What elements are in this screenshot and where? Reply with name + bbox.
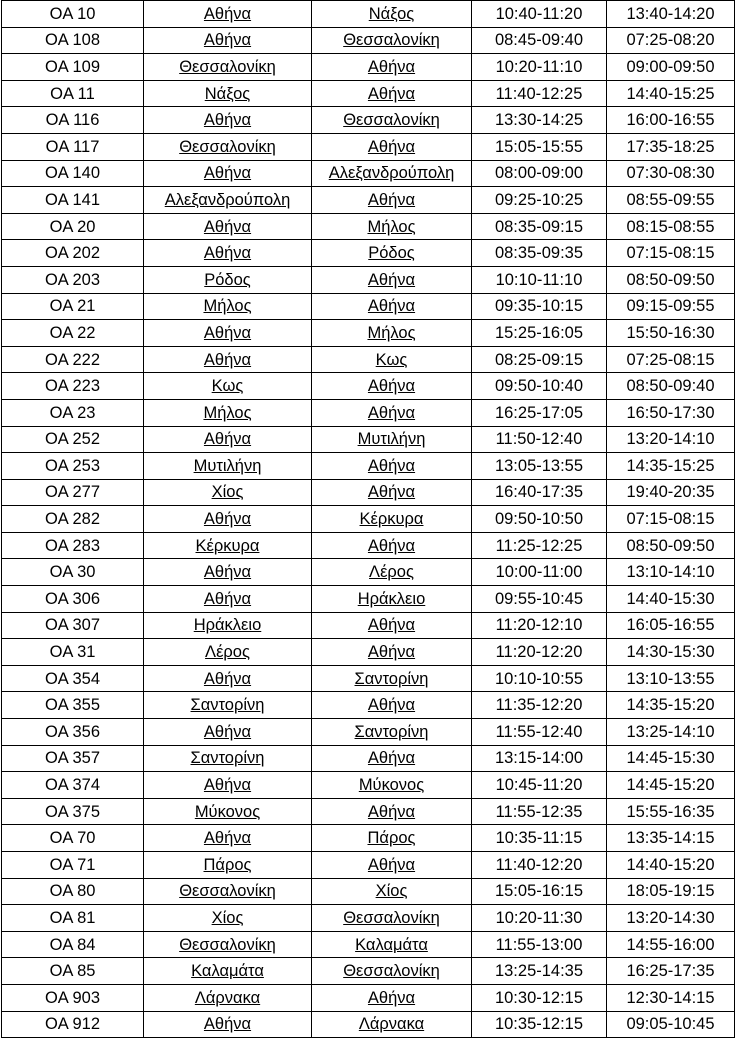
- destination-cell: Αθήνα: [312, 612, 472, 639]
- destination-cell: Αθήνα: [312, 798, 472, 825]
- table-row: [2, 772, 735, 799]
- destination-cell: Ρόδος: [312, 240, 472, 267]
- table-row: [2, 559, 735, 586]
- time-slot-2-cell: 14:40-15:30: [607, 586, 735, 613]
- origin-cell: Αθήνα: [144, 27, 312, 54]
- destination-cell: Αθήνα: [312, 80, 472, 107]
- table-row: [2, 745, 735, 772]
- time-slot-2-cell: 18:05-19:15: [607, 878, 735, 905]
- time-slot-1-cell: 11:35-12:20: [472, 692, 607, 719]
- flight-number-cell: OA 374: [2, 772, 144, 799]
- flight-number-cell: OA 140: [2, 160, 144, 187]
- flight-schedule-body: [2, 1, 735, 1038]
- table-row: [2, 453, 735, 480]
- origin-cell: Καλαμάτα: [144, 958, 312, 985]
- time-slot-1-cell: 08:00-09:00: [472, 160, 607, 187]
- time-slot-1-cell: 08:45-09:40: [472, 27, 607, 54]
- destination-cell: Αθήνα: [312, 54, 472, 81]
- time-slot-2-cell: 13:10-13:55: [607, 665, 735, 692]
- origin-cell: Αλεξανδρούπολη: [144, 187, 312, 214]
- time-slot-2-cell: 14:55-16:00: [607, 931, 735, 958]
- destination-cell: Θεσσαλονίκη: [312, 905, 472, 932]
- destination-cell: Αθήνα: [312, 745, 472, 772]
- origin-cell: Αθήνα: [144, 559, 312, 586]
- flight-number-cell: OA 81: [2, 905, 144, 932]
- table-row: [2, 54, 735, 81]
- flight-number-cell: OA 356: [2, 719, 144, 746]
- time-slot-1-cell: 08:35-09:35: [472, 240, 607, 267]
- table-row: [2, 133, 735, 160]
- table-row: [2, 107, 735, 134]
- time-slot-1-cell: 10:40-11:20: [472, 1, 607, 28]
- origin-cell: Αθήνα: [144, 719, 312, 746]
- time-slot-2-cell: 14:35-15:25: [607, 453, 735, 480]
- table-row: [2, 639, 735, 666]
- flight-number-cell: OA 22: [2, 320, 144, 347]
- time-slot-1-cell: 11:40-12:25: [472, 80, 607, 107]
- table-row: [2, 1, 735, 28]
- flight-number-cell: OA 202: [2, 240, 144, 267]
- origin-cell: Λάρνακα: [144, 984, 312, 1011]
- time-slot-2-cell: 09:15-09:55: [607, 293, 735, 320]
- flight-number-cell: OA 223: [2, 373, 144, 400]
- origin-cell: Λέρος: [144, 639, 312, 666]
- table-row: [2, 213, 735, 240]
- time-slot-1-cell: 08:25-09:15: [472, 346, 607, 373]
- time-slot-1-cell: 11:55-12:40: [472, 719, 607, 746]
- flight-number-cell: OA 31: [2, 639, 144, 666]
- origin-cell: Χίος: [144, 905, 312, 932]
- time-slot-2-cell: 07:15-08:15: [607, 506, 735, 533]
- table-row: [2, 825, 735, 852]
- table-row: [2, 240, 735, 267]
- destination-cell: Κέρκυρα: [312, 506, 472, 533]
- flight-number-cell: OA 355: [2, 692, 144, 719]
- destination-cell: Μύκονος: [312, 772, 472, 799]
- table-row: [2, 692, 735, 719]
- time-slot-2-cell: 16:00-16:55: [607, 107, 735, 134]
- time-slot-1-cell: 11:55-12:35: [472, 798, 607, 825]
- origin-cell: Αθήνα: [144, 346, 312, 373]
- destination-cell: Αθήνα: [312, 692, 472, 719]
- time-slot-1-cell: 11:25-12:25: [472, 532, 607, 559]
- time-slot-2-cell: 16:50-17:30: [607, 399, 735, 426]
- origin-cell: Μύκονος: [144, 798, 312, 825]
- time-slot-2-cell: 08:50-09:50: [607, 266, 735, 293]
- time-slot-1-cell: 09:55-10:45: [472, 586, 607, 613]
- time-slot-1-cell: 09:50-10:50: [472, 506, 607, 533]
- time-slot-2-cell: 13:40-14:20: [607, 1, 735, 28]
- origin-cell: Αθήνα: [144, 426, 312, 453]
- destination-cell: Αθήνα: [312, 373, 472, 400]
- flight-number-cell: OA 70: [2, 825, 144, 852]
- table-row: [2, 905, 735, 932]
- time-slot-2-cell: 09:05-10:45: [607, 1011, 735, 1038]
- flight-number-cell: OA 375: [2, 798, 144, 825]
- table-row: [2, 719, 735, 746]
- table-row: [2, 878, 735, 905]
- origin-cell: Αθήνα: [144, 320, 312, 347]
- time-slot-1-cell: 11:20-12:20: [472, 639, 607, 666]
- table-row: [2, 612, 735, 639]
- destination-cell: Σαντορίνη: [312, 719, 472, 746]
- origin-cell: Μήλος: [144, 293, 312, 320]
- destination-cell: Μήλος: [312, 213, 472, 240]
- destination-cell: Χίος: [312, 878, 472, 905]
- destination-cell: Ηράκλειο: [312, 586, 472, 613]
- table-row: [2, 266, 735, 293]
- destination-cell: Σαντορίνη: [312, 665, 472, 692]
- destination-cell: Αθήνα: [312, 639, 472, 666]
- table-row: [2, 532, 735, 559]
- table-row: [2, 479, 735, 506]
- time-slot-1-cell: 10:20-11:10: [472, 54, 607, 81]
- time-slot-2-cell: 17:35-18:25: [607, 133, 735, 160]
- destination-cell: Αθήνα: [312, 187, 472, 214]
- destination-cell: Κως: [312, 346, 472, 373]
- flight-number-cell: OA 141: [2, 187, 144, 214]
- table-row: [2, 346, 735, 373]
- time-slot-1-cell: 10:10-10:55: [472, 665, 607, 692]
- time-slot-1-cell: 10:30-12:15: [472, 984, 607, 1011]
- time-slot-1-cell: 10:00-11:00: [472, 559, 607, 586]
- destination-cell: Λέρος: [312, 559, 472, 586]
- time-slot-2-cell: 07:30-08:30: [607, 160, 735, 187]
- time-slot-2-cell: 14:40-15:20: [607, 852, 735, 879]
- origin-cell: Σαντορίνη: [144, 745, 312, 772]
- time-slot-1-cell: 09:50-10:40: [472, 373, 607, 400]
- time-slot-1-cell: 10:45-11:20: [472, 772, 607, 799]
- table-row: [2, 399, 735, 426]
- time-slot-2-cell: 19:40-20:35: [607, 479, 735, 506]
- table-row: [2, 293, 735, 320]
- origin-cell: Θεσσαλονίκη: [144, 878, 312, 905]
- flight-number-cell: OA 109: [2, 54, 144, 81]
- flight-number-cell: OA 21: [2, 293, 144, 320]
- time-slot-1-cell: 11:40-12:20: [472, 852, 607, 879]
- destination-cell: Αθήνα: [312, 266, 472, 293]
- time-slot-2-cell: 14:40-15:25: [607, 80, 735, 107]
- table-row: [2, 426, 735, 453]
- origin-cell: Πάρος: [144, 852, 312, 879]
- table-row: [2, 320, 735, 347]
- time-slot-2-cell: 15:55-16:35: [607, 798, 735, 825]
- time-slot-2-cell: 07:25-08:20: [607, 27, 735, 54]
- flight-number-cell: OA 306: [2, 586, 144, 613]
- time-slot-2-cell: 09:00-09:50: [607, 54, 735, 81]
- flight-number-cell: OA 203: [2, 266, 144, 293]
- flight-number-cell: OA 11: [2, 80, 144, 107]
- table-row: [2, 586, 735, 613]
- flight-number-cell: OA 253: [2, 453, 144, 480]
- time-slot-2-cell: 08:55-09:55: [607, 187, 735, 214]
- origin-cell: Μυτιλήνη: [144, 453, 312, 480]
- table-row: [2, 665, 735, 692]
- flight-number-cell: OA 307: [2, 612, 144, 639]
- time-slot-1-cell: 10:35-12:15: [472, 1011, 607, 1038]
- origin-cell: Αθήνα: [144, 1, 312, 28]
- destination-cell: Θεσσαλονίκη: [312, 107, 472, 134]
- time-slot-2-cell: 12:30-14:15: [607, 984, 735, 1011]
- time-slot-1-cell: 15:05-15:55: [472, 133, 607, 160]
- flight-number-cell: OA 283: [2, 532, 144, 559]
- table-row: [2, 798, 735, 825]
- table-row: [2, 187, 735, 214]
- time-slot-1-cell: 13:30-14:25: [472, 107, 607, 134]
- time-slot-1-cell: 10:35-11:15: [472, 825, 607, 852]
- time-slot-2-cell: 13:20-14:30: [607, 905, 735, 932]
- time-slot-2-cell: 13:35-14:15: [607, 825, 735, 852]
- time-slot-2-cell: 07:15-08:15: [607, 240, 735, 267]
- origin-cell: Κέρκυρα: [144, 532, 312, 559]
- destination-cell: Αλεξανδρούπολη: [312, 160, 472, 187]
- time-slot-1-cell: 13:05-13:55: [472, 453, 607, 480]
- flight-schedule-table: [1, 0, 735, 1038]
- flight-number-cell: OA 277: [2, 479, 144, 506]
- flight-number-cell: OA 282: [2, 506, 144, 533]
- destination-cell: Αθήνα: [312, 479, 472, 506]
- time-slot-1-cell: 09:35-10:15: [472, 293, 607, 320]
- time-slot-1-cell: 11:55-13:00: [472, 931, 607, 958]
- flight-number-cell: OA 354: [2, 665, 144, 692]
- origin-cell: Αθήνα: [144, 1011, 312, 1038]
- table-row: [2, 984, 735, 1011]
- time-slot-2-cell: 14:35-15:20: [607, 692, 735, 719]
- flight-number-cell: OA 10: [2, 1, 144, 28]
- flight-number-cell: OA 20: [2, 213, 144, 240]
- flight-number-cell: OA 71: [2, 852, 144, 879]
- destination-cell: Αθήνα: [312, 133, 472, 160]
- origin-cell: Ρόδος: [144, 266, 312, 293]
- origin-cell: Σαντορίνη: [144, 692, 312, 719]
- origin-cell: Θεσσαλονίκη: [144, 133, 312, 160]
- time-slot-1-cell: 16:25-17:05: [472, 399, 607, 426]
- origin-cell: Μήλος: [144, 399, 312, 426]
- destination-cell: Θεσσαλονίκη: [312, 958, 472, 985]
- destination-cell: Αθήνα: [312, 293, 472, 320]
- time-slot-2-cell: 15:50-16:30: [607, 320, 735, 347]
- flight-number-cell: OA 80: [2, 878, 144, 905]
- time-slot-2-cell: 13:25-14:10: [607, 719, 735, 746]
- origin-cell: Αθήνα: [144, 240, 312, 267]
- flight-number-cell: OA 85: [2, 958, 144, 985]
- destination-cell: Μήλος: [312, 320, 472, 347]
- time-slot-2-cell: 08:15-08:55: [607, 213, 735, 240]
- table-row: [2, 506, 735, 533]
- time-slot-1-cell: 16:40-17:35: [472, 479, 607, 506]
- flight-number-cell: OA 108: [2, 27, 144, 54]
- flight-number-cell: OA 357: [2, 745, 144, 772]
- table-row: [2, 373, 735, 400]
- flight-number-cell: OA 30: [2, 559, 144, 586]
- destination-cell: Αθήνα: [312, 532, 472, 559]
- time-slot-1-cell: 13:25-14:35: [472, 958, 607, 985]
- table-row: [2, 80, 735, 107]
- destination-cell: Αθήνα: [312, 399, 472, 426]
- flight-number-cell: OA 23: [2, 399, 144, 426]
- time-slot-1-cell: 10:20-11:30: [472, 905, 607, 932]
- destination-cell: Νάξος: [312, 1, 472, 28]
- destination-cell: Καλαμάτα: [312, 931, 472, 958]
- time-slot-1-cell: 11:50-12:40: [472, 426, 607, 453]
- origin-cell: Κως: [144, 373, 312, 400]
- flight-number-cell: OA 903: [2, 984, 144, 1011]
- time-slot-1-cell: 13:15-14:00: [472, 745, 607, 772]
- table-row: [2, 958, 735, 985]
- flight-number-cell: OA 912: [2, 1011, 144, 1038]
- destination-cell: Αθήνα: [312, 852, 472, 879]
- time-slot-1-cell: 08:35-09:15: [472, 213, 607, 240]
- flight-number-cell: OA 84: [2, 931, 144, 958]
- origin-cell: Αθήνα: [144, 160, 312, 187]
- origin-cell: Ηράκλειο: [144, 612, 312, 639]
- origin-cell: Αθήνα: [144, 506, 312, 533]
- time-slot-2-cell: 07:25-08:15: [607, 346, 735, 373]
- destination-cell: Θεσσαλονίκη: [312, 27, 472, 54]
- time-slot-1-cell: 09:25-10:25: [472, 187, 607, 214]
- time-slot-1-cell: 11:20-12:10: [472, 612, 607, 639]
- origin-cell: Θεσσαλονίκη: [144, 54, 312, 81]
- table-row: [2, 27, 735, 54]
- origin-cell: Χίος: [144, 479, 312, 506]
- origin-cell: Νάξος: [144, 80, 312, 107]
- origin-cell: Αθήνα: [144, 665, 312, 692]
- time-slot-2-cell: 16:05-16:55: [607, 612, 735, 639]
- origin-cell: Αθήνα: [144, 825, 312, 852]
- destination-cell: Πάρος: [312, 825, 472, 852]
- table-row: [2, 1011, 735, 1038]
- time-slot-2-cell: 13:10-14:10: [607, 559, 735, 586]
- origin-cell: Αθήνα: [144, 772, 312, 799]
- destination-cell: Αθήνα: [312, 453, 472, 480]
- flight-number-cell: OA 222: [2, 346, 144, 373]
- time-slot-2-cell: 14:45-15:30: [607, 745, 735, 772]
- destination-cell: Αθήνα: [312, 984, 472, 1011]
- table-row: [2, 931, 735, 958]
- time-slot-2-cell: 14:30-15:30: [607, 639, 735, 666]
- flight-number-cell: OA 117: [2, 133, 144, 160]
- time-slot-2-cell: 08:50-09:40: [607, 373, 735, 400]
- time-slot-1-cell: 15:25-16:05: [472, 320, 607, 347]
- time-slot-2-cell: 08:50-09:50: [607, 532, 735, 559]
- time-slot-2-cell: 13:20-14:10: [607, 426, 735, 453]
- flight-number-cell: OA 252: [2, 426, 144, 453]
- origin-cell: Αθήνα: [144, 586, 312, 613]
- destination-cell: Λάρνακα: [312, 1011, 472, 1038]
- origin-cell: Αθήνα: [144, 213, 312, 240]
- table-row: [2, 160, 735, 187]
- origin-cell: Αθήνα: [144, 107, 312, 134]
- time-slot-2-cell: 16:25-17:35: [607, 958, 735, 985]
- table-row: [2, 852, 735, 879]
- flight-number-cell: OA 116: [2, 107, 144, 134]
- origin-cell: Θεσσαλονίκη: [144, 931, 312, 958]
- time-slot-2-cell: 14:45-15:20: [607, 772, 735, 799]
- destination-cell: Μυτιλήνη: [312, 426, 472, 453]
- time-slot-1-cell: 10:10-11:10: [472, 266, 607, 293]
- time-slot-1-cell: 15:05-16:15: [472, 878, 607, 905]
